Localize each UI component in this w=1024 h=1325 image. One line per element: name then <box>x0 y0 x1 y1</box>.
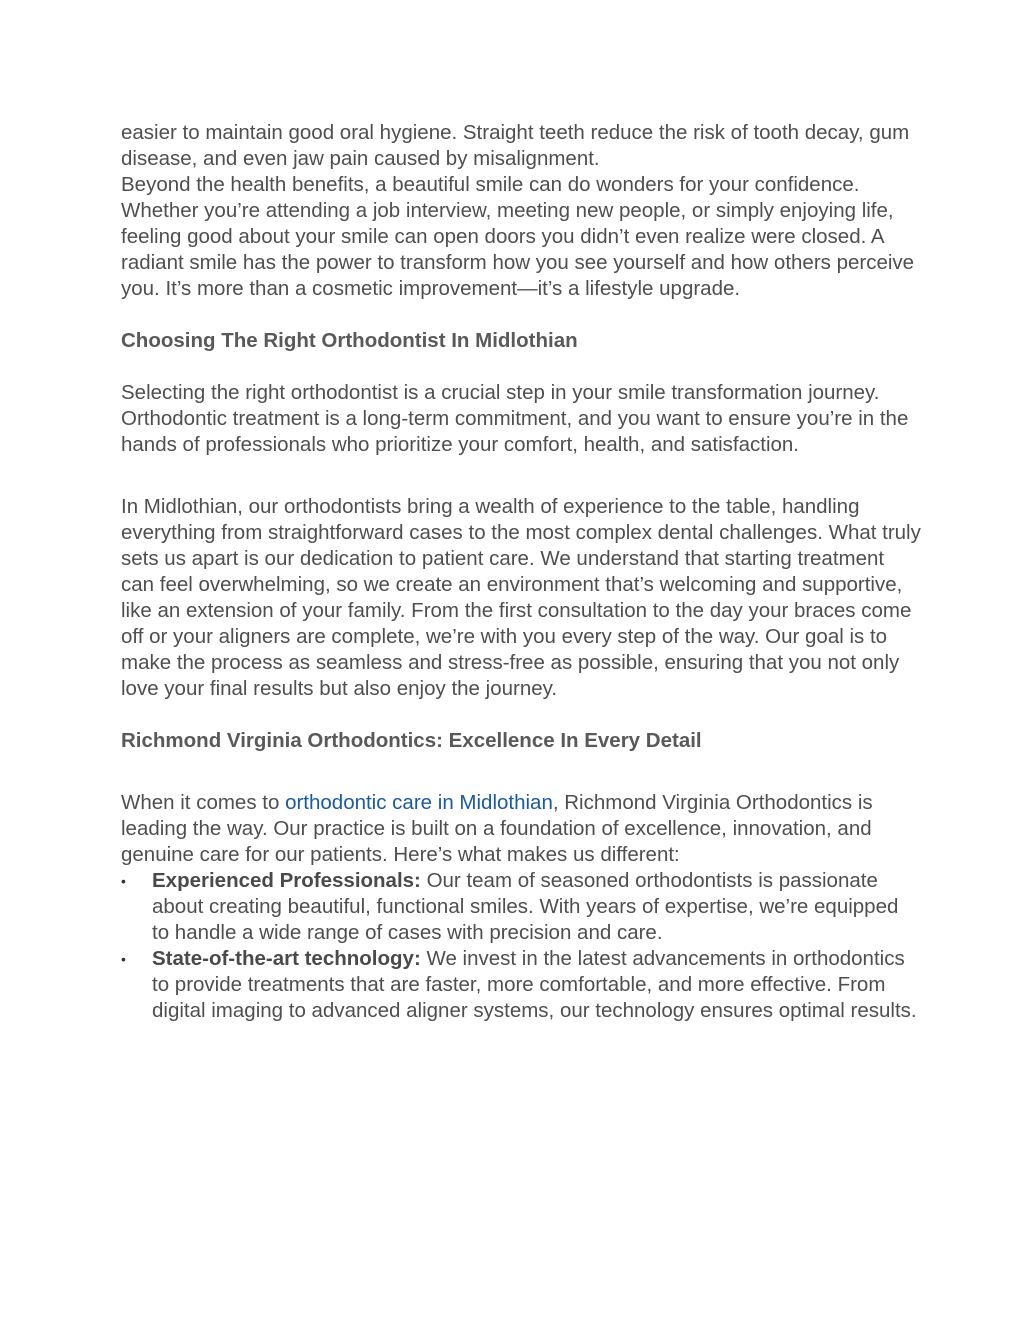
intro-paragraph-1: easier to maintain good oral hygiene. Straight teeth reduce the risk of tooth decay, gum disease, and even jaw pain caused by misalignment. <box>121 121 910 170</box>
section2-intro-after: , Richmond Virginia Orthodontics is leading the way. Our practice is built on a foundation of excellence, innovation, and genuine care for our patients. Here’s what makes us different: <box>121 791 873 866</box>
feature-text: We invest in the latest advancements in orthodontics to provide treatments that are faster, more comfortable, and more effective. From digital imaging to advanced aligner systems, our technology ensures optimal results. <box>152 947 917 1022</box>
bullet-icon: • <box>121 873 126 889</box>
section-heading-choosing-orthodontist: Choosing The Right Orthodontist In Midlothian <box>121 329 578 352</box>
feature-text: Our team of seasoned orthodontists is passionate about creating beautiful, functional smiles. With years of expertise, we’re equipped to handle a wide range of cases with precision and care. <box>152 869 899 944</box>
section2-intro-paragraph <box>121 790 921 868</box>
features-list <box>121 868 921 1024</box>
feature-title: State-of-the-art technology: <box>152 947 421 970</box>
list-item <box>121 868 921 946</box>
section2-intro-before: When it comes to <box>121 791 286 814</box>
section1-paragraph-2: In Midlothian, our orthodontists bring a wealth of experience to the table, handling everything from straightforward cases to the most complex dental challenges. What truly sets us apart is our dedication to patient care. We understand that starting treatment can feel overwhelming, so we create an environment that’s welcoming and supportive, like an extension of your family. From the first consultation to the day your braces come off or your aligners are complete, we’re with you every step of the way. Our goal is to make the process as seamless and stress-free as possible, ensuring that you not only love your final results but also enjoy the journey. <box>121 495 921 700</box>
intro-paragraph-2: Beyond the health benefits, a beautiful smile can do wonders for your confidence. Whether you’re attending a job interview, meeting new people, or simply enjoying life, feeling good about your smile can open doors you didn’t even realize were closed. A radiant smile has the power to transform how you see yourself and how others perceive you. It’s more than a cosmetic improvement—it’s a lifestyle upgrade. <box>121 173 915 300</box>
feature-title: Experienced Professionals: <box>152 869 421 892</box>
list-item <box>121 946 921 1024</box>
section1-paragraph-1: Selecting the right orthodontist is a crucial step in your smile transformation journey. Orthodontic treatment is a long-term commitment, and you want to ensure you’re in the hands of professionals who prioritize your comfort, health, and satisfaction. <box>121 381 909 456</box>
orthodontic-care-link[interactable]: orthodontic care in Midlothian <box>285 791 553 814</box>
bullet-icon: • <box>121 951 126 967</box>
section-heading-richmond-virginia-orthodontics: Richmond Virginia Orthodontics: Excellence In Every Detail <box>121 729 702 752</box>
document-page <box>121 120 921 1024</box>
